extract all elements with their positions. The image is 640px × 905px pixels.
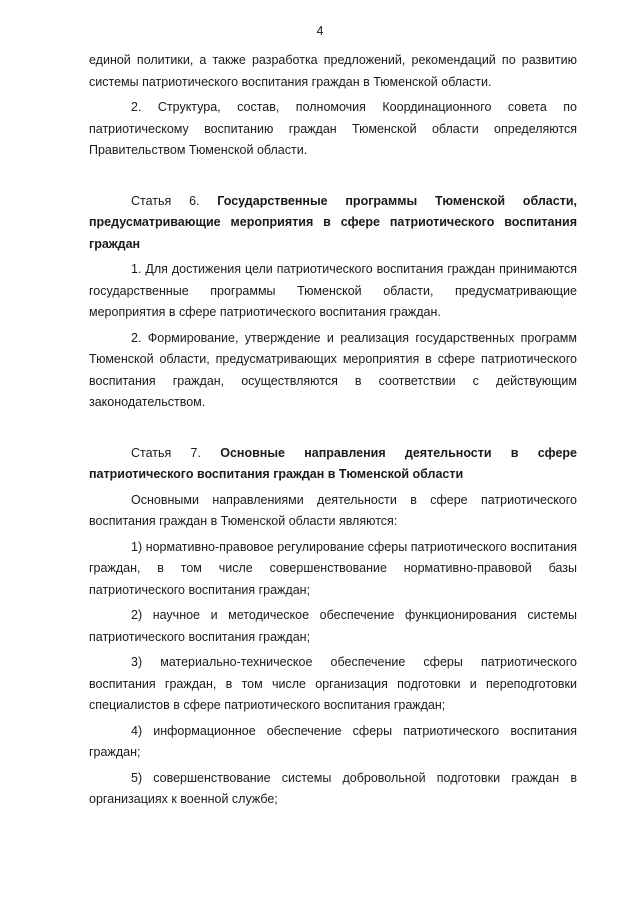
article-6-heading: [89, 191, 577, 256]
article-6-label: Статья 6.: [131, 193, 200, 208]
article-7-item-4: 4) информационное обеспечение сферы патриотического воспитания граждан;: [89, 723, 577, 759]
article-7-item-1: 1) нормативно-правовое регулирование сферы патриотического воспитания граждан, в том числе совершенствование нормативно-правовой базы патриотического воспитания граждан;: [89, 539, 577, 597]
intro-paragraph-2: 2. Структура, состав, полномочия Координационного совета по патриотическому воспитанию граждан Тюменской области определяются Правительством Тюменской области.: [89, 100, 577, 157]
article-7-item-5: 5) совершенствование системы добровольной подготовки граждан в организациях к военной службе;: [89, 770, 577, 806]
document-body: [89, 50, 577, 811]
article-6-paragraph-1: 1. Для достижения цели патриотического воспитания граждан принимаются государственные программы Тюменской области, предусматривающие мероприятия в сфере патриотического воспитания граждан.: [89, 262, 577, 319]
article-6-title: Государственные программы Тюменской области, предусматривающие мероприятия в сфере патриотического воспитания граждан: [89, 193, 577, 251]
article-7-heading: [89, 443, 577, 486]
article-7-title: Основные направления деятельности в сфере патриотического воспитания граждан в Тюменской области: [89, 445, 577, 481]
intro-paragraph-continuation: единой политики, а также разработка предложений, рекомендаций по развитию системы патриотического воспитания граждан в Тюменской области.: [89, 53, 577, 89]
article-7-paragraph-intro: Основными направлениями деятельности в сфере патриотического воспитания граждан в Тюменской области являются:: [89, 492, 577, 528]
page-number: 4: [316, 24, 324, 38]
article-7-item-3: 3) материально-техническое обеспечение сферы патриотического воспитания граждан, в том числе организация подготовки и переподготовки специалистов в сфере патриотического воспитания граждан;: [89, 655, 577, 712]
article-7-item-2: 2) научное и методическое обеспечение функционирования системы патриотического воспитания граждан;: [89, 608, 577, 644]
article-7-label: Статья 7.: [131, 445, 201, 460]
article-6-paragraph-2: 2. Формирование, утверждение и реализация государственных программ Тюменской области, предусматривающих мероприятия в сфере патриотического воспитания граждан, осуществляются в соответствии с действующим законодательством.: [89, 330, 577, 409]
